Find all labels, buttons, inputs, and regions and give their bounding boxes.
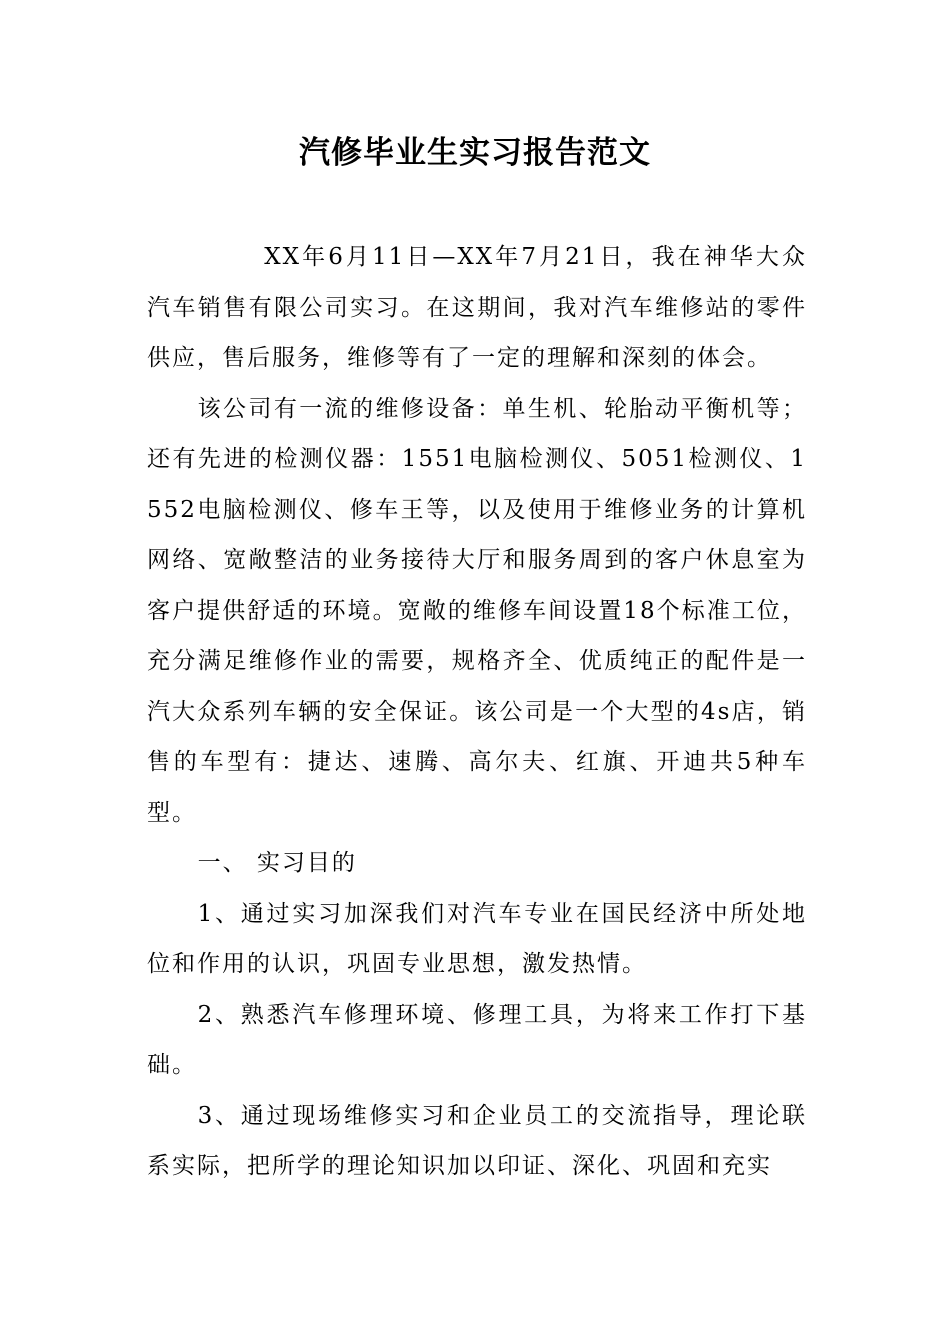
paragraph-purpose-1: 1、通过实习加深我们对汽车专业在国民经济中所处地位和作用的认识，巩固专业思想，激发热情。 [147,900,807,977]
paragraph-purpose-2: 2、熟悉汽车修理环境、修理工具，为将来工作打下基础。 [147,1001,807,1078]
paragraph-intro: XX年6月11日—XX年7月21日，我在神华大众汽车销售有限公司实习。在这期间，我对汽车维修站的零件供应，售后服务，维修等有了一定的理解和深刻的体会。 [147,244,807,371]
document-body [147,232,807,1192]
document-title: 汽修毕业生实习报告范文 [299,135,651,171]
paragraph-company-description: 该公司有一流的维修设备：单生机、轮胎动平衡机等；还有先进的检测仪器：1551电脑检测仪、5051检测仪、1552电脑检测仪、修车王等，以及使用于维修业务的计算机网络、宽敞整洁的业务接待大厅和服务周到的客户休息室为客户提供舒适的环境。宽敞的维修车间设置18个标准工位，充分满足维修作业的需要，规格齐全、优质纯正的配件是一汽大众系列车辆的安全保证。该公司是一个大型的4s店，销售的车型有：捷达、速腾、高尔夫、红旗、开迪共5种车型。 [147,395,807,826]
section-heading-purpose: 一、 实习目的 [197,850,357,876]
paragraph-purpose-3: 3、通过现场维修实习和企业员工的交流指导，理论联系实际，把所学的理论知识加以印证、深化、巩固和充实 [147,1102,807,1179]
